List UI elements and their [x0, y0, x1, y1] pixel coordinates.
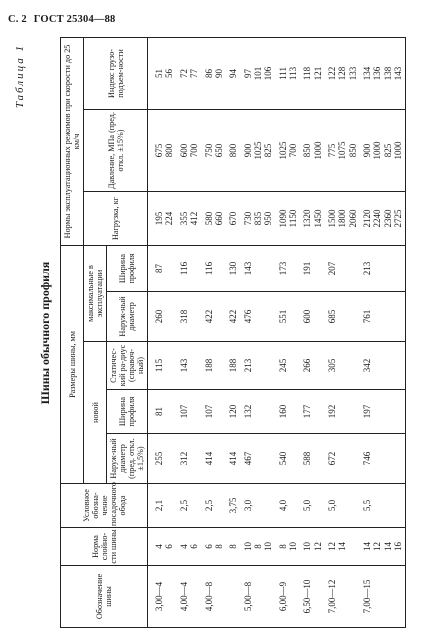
cell-width-new-value: 160 — [277, 404, 288, 419]
cell-pressure-value: 675 — [154, 143, 165, 158]
cell-ply-rating — [325, 528, 360, 566]
cell-outer-diameter-max — [360, 292, 406, 342]
cell-ply-rating — [148, 528, 177, 566]
cell-outer-diameter-max-value: 476 — [242, 309, 253, 324]
cell-pressure-value: 900 — [361, 143, 372, 158]
cell-ply-rating-value: 12 — [312, 542, 323, 551]
cell-ply-rating — [226, 528, 240, 566]
cell-ply-rating-value: 4 — [154, 544, 165, 549]
cell-load-value: 1500 — [326, 209, 337, 228]
cell-load-index-value: 143 — [393, 66, 403, 81]
cell-outer-diameter-new — [177, 434, 202, 484]
cell-ply-rating-value: 6 — [189, 544, 200, 549]
cell-static-radius — [226, 342, 240, 390]
cell-load-value: 355 — [178, 211, 189, 226]
cell-rim-value: 3,75 — [228, 497, 239, 514]
cell-load-index — [177, 37, 202, 109]
cell-load-index-value: 122 — [326, 66, 337, 81]
cell-outer-diameter-new — [325, 434, 360, 484]
cell-width-max-value: 173 — [277, 261, 288, 276]
cell-load-value: 835 — [252, 211, 263, 226]
cell-designation-value: 4,00—4 — [178, 581, 189, 612]
cell-outer-diameter-new — [276, 434, 301, 484]
cell-load-index-value: 97 — [242, 68, 253, 78]
cell-width-new — [276, 390, 301, 434]
cell-pressure-value: 750 — [203, 143, 214, 158]
cell-outer-diameter-max-value: 551 — [277, 309, 288, 324]
cell-outer-diameter-max — [276, 292, 301, 342]
header-load: Нагрузка, кг — [84, 191, 148, 245]
cell-ply-rating-value: 8 — [213, 544, 224, 549]
cell-ply-rating-value: 8 — [228, 544, 239, 549]
cell-width-max-value: 143 — [242, 261, 253, 276]
cell-ply-rating — [177, 528, 202, 566]
cell-designation — [177, 566, 202, 628]
header-dimensions: Размеры шины, мм — [61, 245, 84, 483]
cell-load-value: 1320 — [302, 209, 313, 228]
cell-ply-rating-value: 14 — [337, 542, 348, 551]
cell-load-index-value: 138 — [382, 66, 393, 81]
cell-pressure — [177, 109, 202, 191]
cell-pressure-value: 700 — [287, 143, 298, 158]
cell-ply-rating-value: 10 — [263, 542, 274, 551]
table-row — [360, 37, 406, 627]
cell-width-max-value: 87 — [154, 263, 165, 273]
cell-static-radius-value: 188 — [228, 358, 239, 373]
cell-load-value: 2120 — [361, 209, 372, 228]
cell-load-value: 1150 — [287, 209, 298, 228]
cell-pressure-value: 1025 — [277, 141, 288, 160]
cell-rim — [148, 484, 177, 528]
table-body — [148, 37, 406, 627]
cell-outer-diameter-max — [325, 292, 360, 342]
cell-designation-value: 3,00—4 — [154, 581, 165, 612]
cell-load-value: 1800 — [337, 209, 348, 228]
cell-rim — [300, 484, 325, 528]
cell-outer-diameter-max-value: 685 — [326, 309, 337, 324]
cell-width-new — [148, 390, 177, 434]
table-row — [241, 37, 276, 627]
cell-load-value: 412 — [189, 211, 200, 226]
cell-pressure-value: 900 — [242, 143, 253, 158]
cell-load — [202, 191, 227, 245]
cell-width-new-value: 107 — [178, 404, 189, 419]
table-row — [148, 37, 177, 627]
cell-outer-diameter-max-value: 761 — [361, 309, 372, 324]
cell-load-index-value: 136 — [372, 66, 383, 81]
header-pressure: Давление, МПа (пред. откл. ±15%) — [84, 109, 148, 191]
header-max-operation: максимальные в эксплуатации — [84, 245, 107, 341]
header-new: новой — [84, 342, 107, 484]
cell-designation-value: 7,00—12 — [326, 579, 337, 614]
cell-load — [325, 191, 360, 245]
cell-outer-diameter-new-value: 467 — [242, 451, 253, 466]
cell-load-value: 660 — [213, 211, 224, 226]
cell-load-index-value: 90 — [213, 68, 224, 78]
cell-rim — [177, 484, 202, 528]
cell-pressure-value: 600 — [178, 143, 189, 158]
cell-width-max-value: 130 — [228, 261, 239, 276]
cell-designation — [148, 566, 177, 628]
cell-designation — [360, 566, 406, 628]
cell-designation-value: 6,50—10 — [302, 579, 313, 614]
header-ply-rating: Норма слойно-сти шины — [61, 528, 148, 566]
cell-outer-diameter-new-value: 540 — [277, 451, 288, 466]
tire-table — [60, 37, 406, 628]
cell-ply-rating-value: 12 — [372, 542, 383, 551]
cell-ply-rating-value: 12 — [326, 542, 337, 551]
cell-load-value: 195 — [154, 211, 165, 226]
cell-ply-rating-value: 10 — [287, 542, 298, 551]
cell-static-radius-value: 266 — [302, 358, 313, 373]
cell-load-value: 1450 — [312, 209, 323, 228]
cell-rim-value: 5,5 — [361, 499, 372, 512]
cell-width-new-value: 192 — [326, 404, 337, 419]
cell-ply-rating — [276, 528, 301, 566]
cell-pressure-value: 1000 — [312, 141, 323, 160]
cell-load-value: 1090 — [277, 209, 288, 228]
cell-load-index-value: 118 — [302, 66, 313, 81]
cell-outer-diameter-new — [360, 434, 406, 484]
cell-pressure-value: 700 — [189, 143, 200, 158]
cell-static-radius-value: 115 — [154, 358, 165, 373]
cell-pressure — [226, 109, 240, 191]
cell-rim — [241, 484, 276, 528]
cell-designation — [202, 566, 227, 628]
cell-width-new — [360, 390, 406, 434]
cell-pressure — [325, 109, 360, 191]
cell-pressure-value: 850 — [302, 143, 313, 158]
header-width-max: Ширина профиля — [107, 245, 148, 291]
cell-load — [241, 191, 276, 245]
cell-outer-diameter-max-value: 318 — [178, 309, 189, 324]
cell-outer-diameter-max-value: 422 — [228, 309, 239, 324]
cell-load-index-value: 134 — [361, 66, 372, 81]
cell-load-value: 2725 — [393, 209, 403, 228]
cell-load-index — [300, 37, 325, 109]
cell-load-value: 2240 — [372, 209, 383, 228]
cell-width-max — [202, 245, 227, 291]
cell-load-value: 224 — [164, 211, 175, 226]
cell-width-max — [360, 245, 406, 291]
cell-rim-value: 2,5 — [203, 499, 214, 512]
table-row — [276, 37, 301, 627]
cell-designation-value: 5,00—8 — [242, 581, 253, 612]
table-row — [202, 37, 227, 627]
cell-pressure-value: 1000 — [372, 141, 383, 160]
cell-load — [226, 191, 240, 245]
cell-width-max-value: 116 — [178, 261, 189, 276]
cell-outer-diameter-max-value: 600 — [302, 309, 313, 324]
cell-width-new — [300, 390, 325, 434]
cell-ply-rating-value: 6 — [164, 544, 175, 549]
cell-outer-diameter-max-value: 422 — [203, 309, 214, 324]
cell-width-max — [241, 245, 276, 291]
cell-designation — [226, 566, 240, 628]
cell-static-radius — [325, 342, 360, 390]
cell-pressure — [360, 109, 406, 191]
cell-load-value: 730 — [242, 211, 253, 226]
cell-static-radius-value: 143 — [178, 358, 189, 373]
cell-pressure — [276, 109, 301, 191]
cell-load-index — [226, 37, 240, 109]
cell-outer-diameter-new-value: 672 — [326, 451, 337, 466]
cell-outer-diameter-max — [177, 292, 202, 342]
cell-width-new — [325, 390, 360, 434]
cell-load-value: 2060 — [347, 209, 358, 228]
cell-outer-diameter-max — [148, 292, 177, 342]
cell-width-max — [300, 245, 325, 291]
cell-rim-value: 5,0 — [326, 499, 337, 512]
cell-load — [148, 191, 177, 245]
cell-load — [300, 191, 325, 245]
cell-outer-diameter-new — [300, 434, 325, 484]
cell-static-radius — [148, 342, 177, 390]
cell-width-max — [276, 245, 301, 291]
cell-load — [177, 191, 202, 245]
cell-width-max-value: 207 — [326, 261, 337, 276]
cell-pressure-value: 1025 — [252, 141, 263, 160]
cell-width-max-value: 213 — [361, 261, 372, 276]
cell-width-new-value: 107 — [203, 404, 214, 419]
cell-load-value: 580 — [203, 211, 214, 226]
cell-load-value: 670 — [228, 211, 239, 226]
cell-ply-rating — [202, 528, 227, 566]
cell-load-index-value: 56 — [164, 68, 175, 78]
cell-static-radius-value: 188 — [203, 358, 214, 373]
cell-load-index-value: 133 — [347, 66, 358, 81]
cell-ply-rating-value: 14 — [361, 542, 372, 551]
table-row — [325, 37, 360, 627]
cell-rim — [276, 484, 301, 528]
cell-ply-rating — [241, 528, 276, 566]
cell-static-radius — [241, 342, 276, 390]
cell-outer-diameter-new — [241, 434, 276, 484]
standard-code: ГОСТ 25304—88 — [33, 14, 116, 25]
cell-rim-value: 3,0 — [242, 499, 253, 512]
cell-load-index-value: 77 — [189, 68, 200, 78]
cell-load-index-value: 94 — [228, 68, 239, 78]
cell-width-max — [148, 245, 177, 291]
table-row — [177, 37, 202, 627]
cell-pressure — [148, 109, 177, 191]
header-load-index: Индекс грузо-подъем-ности — [84, 37, 148, 109]
cell-rim — [226, 484, 240, 528]
cell-outer-diameter-max — [241, 292, 276, 342]
cell-static-radius — [202, 342, 227, 390]
cell-ply-rating — [300, 528, 325, 566]
cell-ply-rating-value: 6 — [203, 544, 214, 549]
header-width-new: Ширина профиля — [107, 390, 148, 434]
cell-width-new-value: 132 — [242, 404, 253, 419]
cell-rim-value: 4,0 — [277, 499, 288, 512]
cell-load-index — [325, 37, 360, 109]
cell-load-index-value: 72 — [178, 68, 189, 78]
header-static-radius: Статичес-кий ра-диус (справоч-ный) — [107, 342, 148, 390]
cell-static-radius — [177, 342, 202, 390]
cell-pressure-value: 1075 — [337, 141, 348, 160]
cell-outer-diameter-max — [300, 292, 325, 342]
cell-rim — [325, 484, 360, 528]
table-label: Таблица 1 — [14, 44, 26, 109]
cell-ply-rating — [360, 528, 406, 566]
cell-ply-rating-value: 8 — [277, 544, 288, 549]
header-outer-diameter-new: Наруж-ный диаметр (пред. откл. ±1,5%) — [107, 434, 148, 484]
rotated-table-area — [12, 38, 417, 628]
cell-load-index-value: 121 — [312, 66, 323, 81]
cell-static-radius-value: 245 — [277, 358, 288, 373]
cell-pressure-value: 800 — [164, 143, 175, 158]
cell-pressure-value: 800 — [228, 143, 239, 158]
cell-width-max — [226, 245, 240, 291]
cell-width-new-value: 81 — [154, 407, 165, 416]
cell-load-index-value: 113 — [287, 66, 298, 81]
cell-load-index — [148, 37, 177, 109]
cell-load-index-value: 51 — [154, 68, 165, 78]
cell-load-index — [241, 37, 276, 109]
cell-load-index — [276, 37, 301, 109]
cell-outer-diameter-new — [226, 434, 240, 484]
cell-outer-diameter-max — [226, 292, 240, 342]
cell-pressure — [241, 109, 276, 191]
cell-designation — [276, 566, 301, 628]
cell-width-new-value: 177 — [302, 404, 313, 419]
cell-load-value: 2360 — [382, 209, 393, 228]
page-number: С. 2 — [8, 14, 27, 25]
cell-static-radius-value: 213 — [242, 358, 253, 373]
cell-load-index-value: 106 — [263, 66, 274, 81]
cell-designation-value: 7,00—15 — [361, 579, 372, 614]
cell-ply-rating-value: 8 — [252, 544, 263, 549]
cell-static-radius-value: 342 — [361, 358, 372, 373]
cell-load — [276, 191, 301, 245]
cell-rim-value: 2,5 — [178, 499, 189, 512]
cell-designation-value: 6,00—9 — [277, 581, 288, 612]
cell-width-max-value: 116 — [203, 261, 214, 276]
cell-load-index — [360, 37, 406, 109]
cell-ply-rating-value: 4 — [178, 544, 189, 549]
cell-width-new — [177, 390, 202, 434]
cell-static-radius-value: 305 — [326, 358, 337, 373]
cell-pressure-value: 825 — [382, 143, 393, 158]
cell-pressure — [300, 109, 325, 191]
cell-rim-value: 2,1 — [154, 499, 165, 512]
cell-load — [360, 191, 406, 245]
cell-outer-diameter-new-value: 746 — [361, 451, 372, 466]
cell-width-max — [177, 245, 202, 291]
cell-outer-diameter-max-value: 260 — [154, 309, 165, 324]
cell-pressure-value: 775 — [326, 143, 337, 158]
cell-pressure-value: 825 — [263, 143, 274, 158]
cell-static-radius — [300, 342, 325, 390]
cell-width-new — [202, 390, 227, 434]
cell-designation-value: 4,00—8 — [203, 581, 214, 612]
cell-ply-rating-value: 16 — [393, 542, 403, 551]
cell-width-max — [325, 245, 360, 291]
cell-designation — [300, 566, 325, 628]
header-rim: Условное обозна-чение посадочного обода — [61, 484, 148, 528]
cell-pressure-value: 650 — [213, 143, 224, 158]
cell-static-radius — [360, 342, 406, 390]
cell-load-value: 950 — [263, 211, 274, 226]
cell-load-index — [202, 37, 227, 109]
cell-rim-value: 5,0 — [302, 499, 313, 512]
cell-width-max-value: 191 — [302, 261, 313, 276]
cell-designation — [325, 566, 360, 628]
header-norms: Нормы эксплуатационных режимов при скорости до 25 км/ч — [61, 37, 84, 245]
table-row — [300, 37, 325, 627]
cell-outer-diameter-max — [202, 292, 227, 342]
cell-outer-diameter-new-value: 588 — [302, 451, 313, 466]
cell-ply-rating-value: 14 — [382, 542, 393, 551]
cell-load-index-value: 128 — [337, 66, 348, 81]
cell-designation — [241, 566, 276, 628]
cell-load-index-value: 111 — [277, 67, 288, 80]
cell-pressure-value: 850 — [347, 143, 358, 158]
cell-ply-rating-value: 10 — [302, 542, 313, 551]
cell-static-radius — [276, 342, 301, 390]
cell-outer-diameter-new-value: 255 — [154, 451, 165, 466]
cell-load-index-value: 86 — [203, 68, 214, 78]
header-designation: Обозначение шины — [61, 566, 148, 628]
table-title: Шины обычного профиля — [38, 261, 52, 405]
cell-ply-rating-value: 10 — [242, 542, 253, 551]
cell-load-index-value: 101 — [252, 66, 263, 81]
cell-width-new-value: 120 — [228, 404, 239, 419]
cell-rim — [360, 484, 406, 528]
page-header — [8, 14, 120, 25]
cell-rim — [202, 484, 227, 528]
header-outer-diameter-max: Наруж-ный диаметр — [107, 292, 148, 342]
cell-outer-diameter-new-value: 414 — [203, 451, 214, 466]
cell-width-new — [226, 390, 240, 434]
table-row — [226, 37, 240, 627]
cell-pressure-value: 1000 — [393, 141, 403, 160]
cell-outer-diameter-new — [148, 434, 177, 484]
cell-outer-diameter-new — [202, 434, 227, 484]
cell-width-new-value: 197 — [361, 404, 372, 419]
cell-pressure — [202, 109, 227, 191]
cell-width-new — [241, 390, 276, 434]
cell-outer-diameter-new-value: 414 — [228, 451, 239, 466]
cell-outer-diameter-new-value: 312 — [178, 451, 189, 466]
